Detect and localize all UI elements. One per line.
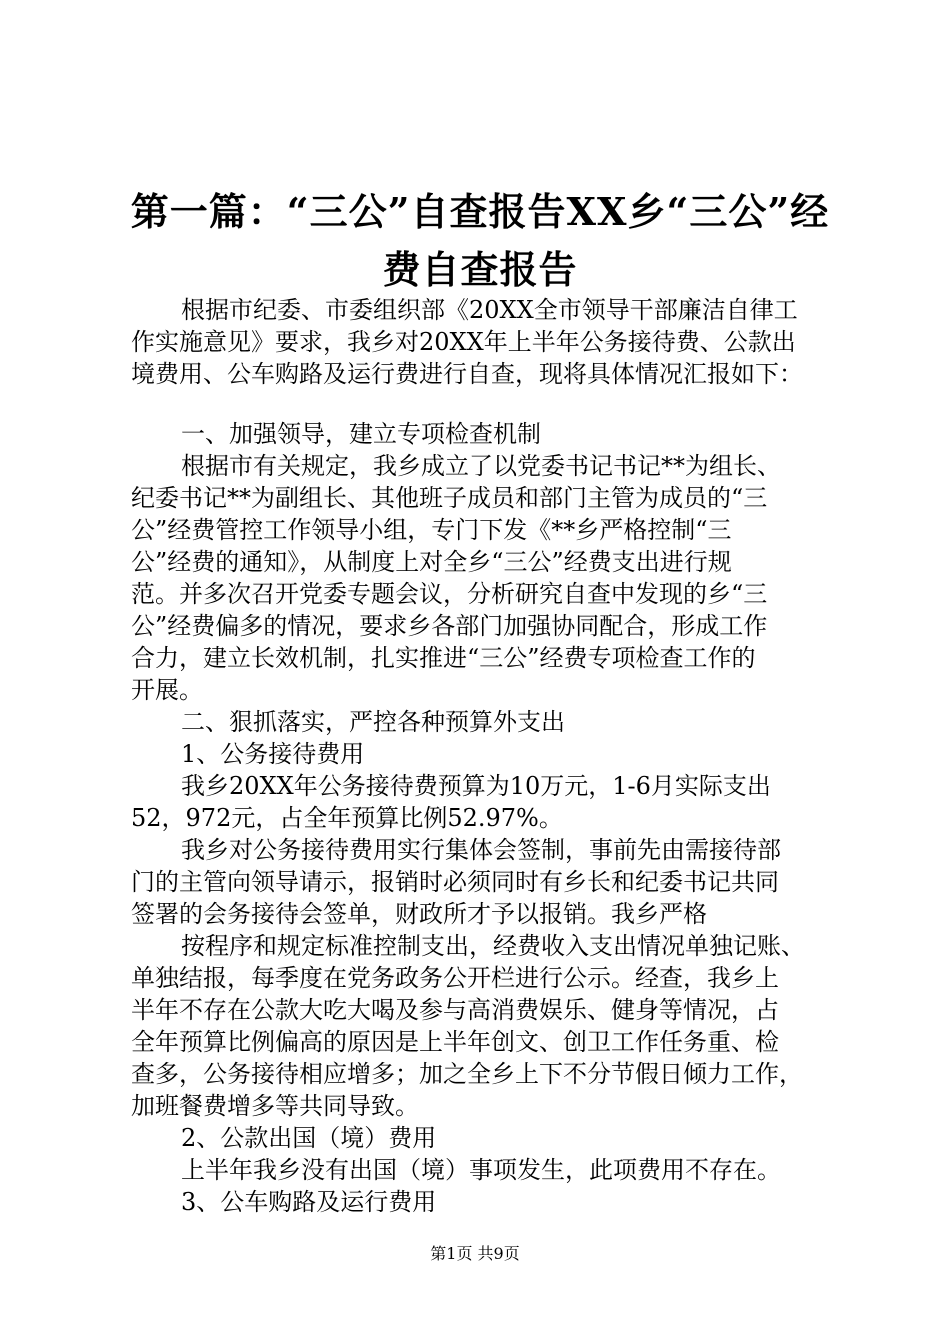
paragraph-line: 开展。: [131, 676, 203, 704]
section-heading-2: 二、狠抓落实，严控各种预算外支出: [181, 708, 565, 736]
paragraph-line: 纪委书记**为副组长、其他班子成员和部门主管为成员的“三: [131, 484, 768, 512]
paragraph-line: 作实施意见》要求，我乡对20XX年上半年公务接待费、公款出: [131, 328, 796, 356]
paragraph-gap: [131, 390, 831, 418]
paragraph-line: 按程序和规定标准控制支出，经费收入支出情况单独记账、: [181, 932, 805, 960]
paragraph-line: 根据市有关规定，我乡成立了以党委书记书记**为组长、: [181, 452, 781, 480]
paragraph-line: 半年不存在公款大吃大喝及参与高消费娱乐、健身等情况，占: [131, 996, 779, 1024]
paragraph-line: 上半年我乡没有出国（境）事项发生，此项费用不存在。: [181, 1156, 781, 1184]
paragraph-line: 单独结报，每季度在党务政务公开栏进行公示。经查，我乡上: [131, 964, 779, 992]
paragraph-line: 全年预算比例偏高的原因是上半年创文、创卫工作任务重、检: [131, 1028, 779, 1056]
document-body: [131, 294, 831, 1218]
paragraph-line: 我乡对公务接待费用实行集体会签制，事前先由需接待部: [181, 836, 781, 864]
paragraph-line: 门的主管向领导请示，报销时必须同时有乡长和纪委书记共同: [131, 868, 779, 896]
paragraph-line: 加班餐费增多等共同导致。: [131, 1092, 419, 1120]
subsection-heading-2: 2、公款出国（境）费用: [181, 1124, 437, 1152]
paragraph-line: 我乡20XX年公务接待费预算为10万元，1-6月实际支出: [181, 772, 771, 800]
paragraph-line: 境费用、公车购路及运行费进行自查，现将具体情况汇报如下：: [131, 360, 803, 388]
paragraph-line: 合力，建立长效机制，扎实推进“三公”经费专项检查工作的: [131, 644, 756, 672]
page-number-footer: 第1页 共9页: [430, 1244, 520, 1263]
paragraph-line: 52，972元，占全年预算比例52.97%。: [131, 804, 563, 832]
paragraph-line: 签署的会务接待会签单，财政所才予以报销。我乡严格: [131, 900, 707, 928]
paragraph-line: 查多，公务接待相应增多；加之全乡上下不分节假日倾力工作，: [131, 1060, 803, 1088]
paragraph-line: 根据市纪委、市委组织部《20XX全市领导干部廉洁自律工: [181, 296, 798, 324]
document-title-line-1: 第一篇：“三公”自查报告XX乡“三公”经: [130, 189, 830, 234]
paragraph-line: 范。并多次召开党委专题会议，分析研究自查中发现的乡“三: [131, 580, 768, 608]
subsection-heading-1: 1、公务接待费用: [181, 740, 365, 768]
paragraph-line: 公”经费管控工作领导小组，专门下发《**乡严格控制“三: [131, 516, 732, 544]
paragraph-line: 公”经费偏多的情况，要求乡各部门加强协同配合，形成工作: [131, 612, 768, 640]
subsection-heading-3: 3、公车购路及运行费用: [181, 1188, 437, 1216]
paragraph-line: 公”经费的通知》，从制度上对全乡“三公”经费支出进行规: [131, 548, 732, 576]
section-heading-1: 一、加强领导，建立专项检查机制: [181, 420, 541, 448]
document-title-line-2: 费自查报告: [382, 247, 578, 292]
